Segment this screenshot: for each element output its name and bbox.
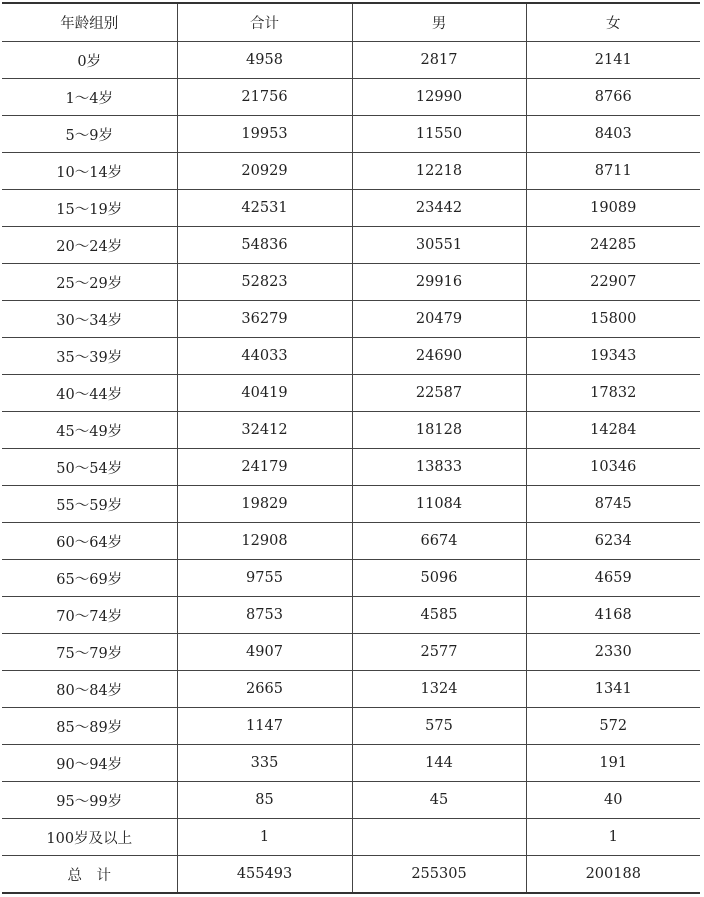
total-row <box>2 856 700 894</box>
cell-male-total: 255305 <box>352 856 526 894</box>
cell-male: 2817 <box>352 42 526 79</box>
table-row <box>2 375 700 412</box>
cell-total: 335 <box>177 745 352 782</box>
cell-female: 191 <box>526 745 700 782</box>
table-row <box>2 153 700 190</box>
cell-male: 144 <box>352 745 526 782</box>
cell-age-group: 65～69岁 <box>2 560 177 597</box>
cell-female: 10346 <box>526 449 700 486</box>
cell-total: 54836 <box>177 227 352 264</box>
cell-female: 6234 <box>526 523 700 560</box>
table-row <box>2 782 700 819</box>
table-row <box>2 634 700 671</box>
cell-female: 8766 <box>526 79 700 116</box>
cell-female: 8745 <box>526 486 700 523</box>
header-female: 女 <box>526 3 700 42</box>
cell-age-group: 1～4岁 <box>2 79 177 116</box>
cell-age-group: 100岁及以上 <box>2 819 177 856</box>
cell-grand-total: 455493 <box>177 856 352 894</box>
table-row <box>2 597 700 634</box>
cell-male: 11550 <box>352 116 526 153</box>
table-row <box>2 264 700 301</box>
table-row <box>2 708 700 745</box>
cell-age-group: 15～19岁 <box>2 190 177 227</box>
cell-age-group: 80～84岁 <box>2 671 177 708</box>
cell-female: 19089 <box>526 190 700 227</box>
cell-male: 45 <box>352 782 526 819</box>
cell-total: 4907 <box>177 634 352 671</box>
cell-age-group: 40～44岁 <box>2 375 177 412</box>
cell-female: 1341 <box>526 671 700 708</box>
table-row <box>2 42 700 79</box>
cell-female: 17832 <box>526 375 700 412</box>
cell-total: 1147 <box>177 708 352 745</box>
cell-male: 24690 <box>352 338 526 375</box>
cell-female: 2330 <box>526 634 700 671</box>
cell-total-label: 总 计 <box>2 856 177 894</box>
table-row <box>2 819 700 856</box>
population-table-container <box>2 2 700 894</box>
cell-male: 30551 <box>352 227 526 264</box>
cell-age-group: 5～9岁 <box>2 116 177 153</box>
cell-age-group: 20～24岁 <box>2 227 177 264</box>
cell-total: 40419 <box>177 375 352 412</box>
cell-female: 22907 <box>526 264 700 301</box>
cell-male: 13833 <box>352 449 526 486</box>
cell-age-group: 0岁 <box>2 42 177 79</box>
cell-female: 8403 <box>526 116 700 153</box>
table-row <box>2 79 700 116</box>
cell-age-group: 90～94岁 <box>2 745 177 782</box>
cell-male: 20479 <box>352 301 526 338</box>
population-age-table <box>2 2 700 894</box>
cell-female: 4168 <box>526 597 700 634</box>
cell-total: 9755 <box>177 560 352 597</box>
cell-age-group: 95～99岁 <box>2 782 177 819</box>
cell-age-group: 45～49岁 <box>2 412 177 449</box>
cell-total: 4958 <box>177 42 352 79</box>
cell-female: 15800 <box>526 301 700 338</box>
table-row <box>2 412 700 449</box>
cell-age-group: 25～29岁 <box>2 264 177 301</box>
cell-male: 23442 <box>352 190 526 227</box>
cell-total: 8753 <box>177 597 352 634</box>
table-row <box>2 116 700 153</box>
cell-total: 52823 <box>177 264 352 301</box>
cell-total: 12908 <box>177 523 352 560</box>
cell-age-group: 30～34岁 <box>2 301 177 338</box>
table-row <box>2 745 700 782</box>
table-row <box>2 227 700 264</box>
cell-female: 2141 <box>526 42 700 79</box>
table-row <box>2 301 700 338</box>
header-male: 男 <box>352 3 526 42</box>
cell-male: 12218 <box>352 153 526 190</box>
cell-male <box>352 819 526 856</box>
table-row <box>2 523 700 560</box>
cell-female: 19343 <box>526 338 700 375</box>
table-row <box>2 338 700 375</box>
cell-female: 24285 <box>526 227 700 264</box>
cell-male: 2577 <box>352 634 526 671</box>
cell-total: 24179 <box>177 449 352 486</box>
cell-total: 1 <box>177 819 352 856</box>
header-row <box>2 3 700 42</box>
cell-age-group: 70～74岁 <box>2 597 177 634</box>
cell-total: 2665 <box>177 671 352 708</box>
cell-female: 40 <box>526 782 700 819</box>
cell-male: 1324 <box>352 671 526 708</box>
cell-male: 575 <box>352 708 526 745</box>
cell-total: 85 <box>177 782 352 819</box>
table-row <box>2 671 700 708</box>
header-total: 合计 <box>177 3 352 42</box>
cell-total: 44033 <box>177 338 352 375</box>
cell-male: 4585 <box>352 597 526 634</box>
cell-female: 1 <box>526 819 700 856</box>
cell-female: 14284 <box>526 412 700 449</box>
cell-total: 42531 <box>177 190 352 227</box>
table-row <box>2 486 700 523</box>
cell-age-group: 10～14岁 <box>2 153 177 190</box>
cell-age-group: 50～54岁 <box>2 449 177 486</box>
cell-total: 21756 <box>177 79 352 116</box>
cell-male: 6674 <box>352 523 526 560</box>
cell-total: 19953 <box>177 116 352 153</box>
table-header <box>2 3 700 42</box>
cell-age-group: 60～64岁 <box>2 523 177 560</box>
cell-female: 4659 <box>526 560 700 597</box>
table-body <box>2 42 700 894</box>
cell-female: 8711 <box>526 153 700 190</box>
cell-male: 11084 <box>352 486 526 523</box>
cell-female-total: 200188 <box>526 856 700 894</box>
cell-male: 5096 <box>352 560 526 597</box>
cell-female: 572 <box>526 708 700 745</box>
cell-male: 18128 <box>352 412 526 449</box>
table-row <box>2 190 700 227</box>
cell-age-group: 35～39岁 <box>2 338 177 375</box>
cell-total: 20929 <box>177 153 352 190</box>
cell-total: 19829 <box>177 486 352 523</box>
cell-male: 29916 <box>352 264 526 301</box>
cell-age-group: 55～59岁 <box>2 486 177 523</box>
header-age-group: 年龄组别 <box>2 3 177 42</box>
cell-age-group: 75～79岁 <box>2 634 177 671</box>
cell-total: 36279 <box>177 301 352 338</box>
cell-age-group: 85～89岁 <box>2 708 177 745</box>
cell-total: 32412 <box>177 412 352 449</box>
cell-male: 22587 <box>352 375 526 412</box>
table-row <box>2 449 700 486</box>
table-row <box>2 560 700 597</box>
cell-male: 12990 <box>352 79 526 116</box>
